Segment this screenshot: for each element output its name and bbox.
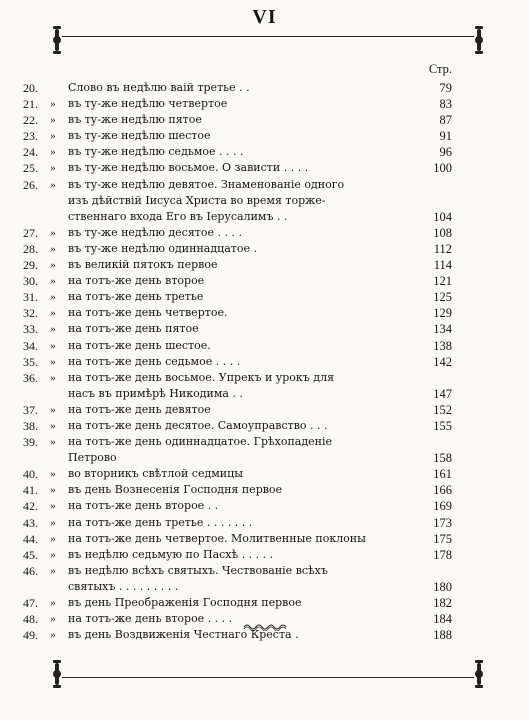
- ditto-mark: »: [50, 564, 56, 577]
- entry-number: 28.: [23, 241, 38, 256]
- entry-number: 44.: [23, 531, 38, 546]
- entry-page-number: 87: [439, 113, 452, 128]
- ditto-mark: »: [50, 307, 56, 320]
- ditto-mark: »: [50, 500, 56, 513]
- entry-number: 45.: [23, 547, 38, 562]
- entry-number: 31.: [23, 290, 38, 305]
- entry-page-number: 169: [433, 499, 452, 514]
- entry-title-line: на тотъ-же день одиннадцатое. Грѣхопаденіе: [68, 435, 332, 449]
- page-column-header: Стр.: [428, 62, 452, 76]
- corner-ornament-icon: [52, 660, 62, 688]
- toc-entry: [0, 466, 452, 482]
- entry-page-number: 138: [433, 338, 452, 353]
- ditto-mark: »: [50, 355, 56, 368]
- ditto-mark: »: [50, 484, 56, 497]
- ditto-mark: »: [50, 146, 56, 159]
- entry-title: [68, 354, 408, 370]
- entry-title-line: Слово въ недѣлю ваій третье . .: [68, 81, 250, 94]
- toc-entry: [0, 498, 452, 514]
- entry-number: 35.: [23, 354, 38, 369]
- ditto-mark: »: [50, 291, 56, 304]
- entry-title: [68, 338, 408, 354]
- entry-title-line: въ ту-же недѣлю одиннадцатое .: [68, 241, 257, 255]
- entry-page-number: 158: [433, 451, 452, 466]
- toc-entry: [0, 80, 452, 96]
- toc-entry: [0, 112, 452, 128]
- entry-title-line: въ ту-же недѣлю четвертое: [68, 97, 228, 111]
- entry-title-line: на тотъ-же день второе: [68, 274, 205, 288]
- ditto-mark: »: [50, 516, 56, 529]
- entry-title-line: въ день Преображенія Господня первое: [68, 596, 302, 610]
- entry-number: 27.: [23, 225, 38, 240]
- entry-title-line: на тотъ-же день шестое.: [68, 338, 211, 352]
- entry-page-number: 188: [433, 628, 452, 643]
- frame-top-rule: [62, 36, 474, 37]
- toc-entry: [0, 144, 452, 160]
- entry-title: [68, 80, 408, 96]
- entry-title: [68, 273, 408, 289]
- entry-page-number: 184: [433, 612, 452, 627]
- entry-title-line: на тотъ-же день пятое: [68, 322, 199, 336]
- ditto-mark: »: [50, 162, 56, 175]
- entry-page-number: 175: [433, 531, 452, 546]
- entry-title-line: въ ту-же недѣлю пятое: [68, 113, 202, 127]
- toc-entry: [0, 338, 452, 354]
- entry-page-number: 147: [433, 386, 452, 401]
- toc-entry: [0, 273, 452, 289]
- entry-title-line: насъ въ примѣрѣ Никодима . .: [68, 386, 243, 400]
- entry-title-line: на тотъ-же день третье: [68, 290, 204, 304]
- entry-title: [68, 418, 408, 434]
- page-number: VI: [252, 6, 277, 28]
- entry-number: 42.: [23, 499, 38, 514]
- entry-title-line: изъ дѣйствій Іисуса Христа во время торже-: [68, 193, 326, 207]
- entry-page-number: 166: [433, 483, 452, 498]
- entry-title-line: Петрово: [68, 451, 117, 465]
- entry-title: [68, 241, 408, 257]
- entry-number: 24.: [23, 145, 38, 160]
- entry-number: 48.: [23, 612, 38, 627]
- ditto-mark: »: [50, 597, 56, 610]
- entry-number: 22.: [23, 113, 38, 128]
- entry-page-number: 79: [439, 81, 452, 95]
- ditto-mark: »: [50, 371, 56, 384]
- entry-page-number: 180: [433, 579, 452, 594]
- entry-title-line: святыхъ . . . . . . . . .: [68, 579, 179, 593]
- entry-page-number: 108: [433, 225, 452, 240]
- entry-number: 38.: [23, 418, 38, 433]
- ditto-mark: »: [50, 548, 56, 561]
- entry-page-number: 91: [439, 129, 452, 144]
- toc-entry: [0, 531, 452, 547]
- ditto-mark: »: [50, 339, 56, 352]
- entry-title: [68, 498, 408, 514]
- entry-title-line: въ ту-же недѣлю десятое . . . .: [68, 225, 242, 239]
- entry-title-line: на тотъ-же день седьмое . . . .: [68, 354, 241, 368]
- entry-number: 21.: [23, 97, 38, 112]
- entry-title-line: въ великій пятокъ первое: [68, 258, 218, 272]
- entry-number: 46.: [23, 563, 38, 578]
- entry-title: [68, 177, 408, 225]
- entry-number: 49.: [23, 628, 38, 643]
- entry-title-line: въ недѣлю всѣхъ святыхъ. Чествованіе всѣхъ: [68, 563, 328, 577]
- ditto-mark: »: [50, 468, 56, 481]
- entry-number: 37.: [23, 402, 38, 417]
- corner-ornament-icon: [52, 26, 62, 54]
- entry-title-line: въ ту-же недѣлю восьмое. О зависти . . . .: [68, 161, 309, 175]
- entry-title: [68, 289, 408, 305]
- wavy-ornament-icon: [0, 616, 529, 635]
- entry-number: 41.: [23, 483, 38, 498]
- entry-title: [68, 257, 408, 273]
- entry-title-line: въ день Вознесенія Господня первое: [68, 483, 283, 497]
- entry-number: 25.: [23, 161, 38, 176]
- entry-title: [68, 144, 408, 160]
- entry-page-number: 134: [433, 322, 452, 337]
- entry-title-line: ственнаго входа Его въ Іерусалимъ . .: [68, 209, 288, 223]
- toc-entry: [0, 289, 452, 305]
- ditto-mark: »: [50, 436, 56, 449]
- toc-entry: [0, 434, 452, 466]
- entry-page-number: 178: [433, 547, 452, 562]
- toc-entry: [0, 354, 452, 370]
- toc-entry: [0, 241, 452, 257]
- frame-bottom-rule: [62, 677, 474, 678]
- entry-number: 26.: [23, 177, 38, 192]
- entry-number: 20.: [23, 81, 38, 95]
- entry-title-line: въ недѣлю седьмую по Пасхѣ . . . . .: [68, 547, 274, 561]
- entry-title-line: на тотъ-же день девятое: [68, 402, 211, 416]
- ditto-mark: »: [50, 130, 56, 143]
- toc-entry: [0, 482, 452, 498]
- entry-title: [68, 482, 408, 498]
- ditto-mark: »: [50, 242, 56, 255]
- toc-entry: [0, 128, 452, 144]
- entry-number: 29.: [23, 258, 38, 273]
- entry-title-line: во вторникъ свѣтлой седмицы: [68, 467, 243, 481]
- entry-page-number: 129: [433, 306, 452, 321]
- entry-title: [68, 321, 408, 337]
- entry-page-number: 83: [439, 97, 452, 112]
- entry-title: [68, 563, 408, 595]
- entry-page-number: 96: [439, 145, 452, 160]
- ditto-mark: »: [50, 114, 56, 127]
- entry-title: [68, 370, 408, 402]
- ditto-mark: »: [50, 629, 56, 642]
- toc-entry: [0, 370, 452, 402]
- entry-number: 34.: [23, 338, 38, 353]
- entry-number: 43.: [23, 515, 38, 530]
- corner-ornament-icon: [474, 660, 484, 688]
- ditto-mark: »: [50, 403, 56, 416]
- entry-title-line: въ ту-же недѣлю седьмое . . . .: [68, 145, 244, 159]
- entry-title-line: на тотъ-же день второе . . . .: [68, 612, 233, 626]
- entry-number: 32.: [23, 306, 38, 321]
- ditto-mark: »: [50, 178, 56, 191]
- toc-entry: [0, 225, 452, 241]
- entry-number: 33.: [23, 322, 38, 337]
- entry-number: 47.: [23, 596, 38, 611]
- toc-entry: [0, 547, 452, 563]
- toc-entry: [0, 305, 452, 321]
- toc-entry: [0, 563, 452, 595]
- entry-page-number: 161: [433, 467, 452, 482]
- entry-page-number: 152: [433, 402, 452, 417]
- toc-entry: [0, 595, 452, 611]
- entry-title-line: на тотъ-же день второе . .: [68, 499, 219, 513]
- entry-title: [68, 128, 408, 144]
- entry-title-line: въ ту-же недѣлю шестое: [68, 129, 211, 143]
- ditto-mark: »: [50, 323, 56, 336]
- ditto-mark: »: [50, 419, 56, 432]
- entry-page-number: 112: [433, 241, 452, 256]
- entry-title: [68, 305, 408, 321]
- entry-number: 23.: [23, 129, 38, 144]
- entry-title: [68, 466, 408, 482]
- entry-number: 30.: [23, 274, 38, 289]
- entry-title: [68, 225, 408, 241]
- entry-page-number: 173: [433, 515, 452, 530]
- entry-title: [68, 515, 408, 531]
- toc-entry: [0, 96, 452, 112]
- toc-entry: [0, 257, 452, 273]
- entry-page-number: 125: [433, 290, 452, 305]
- entry-title-line: на тотъ-же день четвертое. Молитвенные поклоны: [68, 531, 366, 545]
- entry-page-number: 155: [433, 418, 452, 433]
- entry-number: 40.: [23, 467, 38, 482]
- entry-number: 36.: [23, 370, 38, 385]
- ditto-mark: »: [50, 613, 56, 626]
- toc-entry: [0, 402, 452, 418]
- ditto-mark: »: [50, 98, 56, 111]
- entry-page-number: 121: [433, 274, 452, 289]
- toc-entry: [0, 160, 452, 176]
- toc-entry: [0, 321, 452, 337]
- entry-number: 39.: [23, 435, 38, 450]
- toc-entry: [0, 515, 452, 531]
- entry-page-number: 114: [433, 258, 452, 273]
- toc-entries: [0, 80, 452, 643]
- entry-title: [68, 531, 408, 547]
- entry-title: [68, 434, 408, 466]
- ditto-mark: »: [50, 259, 56, 272]
- entry-page-number: 100: [433, 161, 452, 176]
- entry-title: [68, 96, 408, 112]
- entry-title-line: на тотъ-же день третье . . . . . . .: [68, 515, 253, 529]
- entry-page-number: 142: [433, 354, 452, 369]
- entry-title-line: на тотъ-же день четвертое.: [68, 306, 228, 320]
- toc-entry: [0, 177, 452, 225]
- entry-title-line: на тотъ-же день восьмое. Упрекъ и урокъ для: [68, 370, 335, 384]
- ditto-mark: »: [50, 226, 56, 239]
- entry-title-line: въ ту-же недѣлю девятое. Знаменованіе одного: [68, 177, 345, 191]
- entry-page-number: 104: [433, 209, 452, 224]
- toc-entry: [0, 418, 452, 434]
- entry-title-line: въ день Воздвиженія Честнаго Креста .: [68, 628, 299, 642]
- entry-title-line: на тотъ-же день десятое. Самоуправство . . .: [68, 418, 328, 432]
- ditto-mark: »: [50, 532, 56, 545]
- entry-title: [68, 402, 408, 418]
- entry-title: [68, 595, 408, 611]
- ditto-mark: »: [50, 275, 56, 288]
- corner-ornament-icon: [474, 26, 484, 54]
- entry-title: [68, 112, 408, 128]
- entry-title: [68, 547, 408, 563]
- entry-page-number: 182: [433, 596, 452, 611]
- entry-title: [68, 160, 408, 176]
